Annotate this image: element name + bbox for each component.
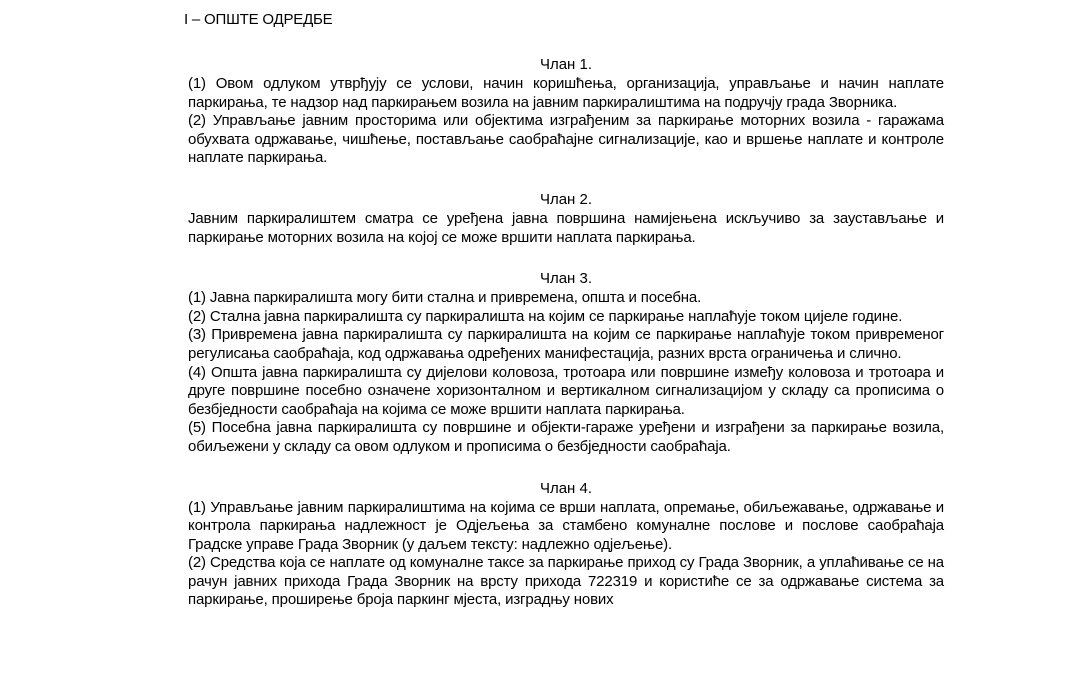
article-4 [188, 479, 944, 611]
paragraph: Јавним паркиралиштем сматра се уређена јавна површина намијењена искључиво за заустављање и паркирање моторних возила на којој се може вршити наплата паркирања. [188, 209, 944, 246]
article-title: Члан 3. [539, 270, 593, 288]
paragraph: (2) Управљање јавним просторима или објектима изграђеним за паркирање моторних возила - гаражама обухвата одржавање, чишћење, постављање саобраћајне сигнализације, као и вршење наплате и контроле наплате паркирања. [188, 112, 944, 167]
paragraph: (2) Средства која се наплате од комуналне таксе за паркирање приход су Града Зворник, а уплаћивање се на рачун јавних прихода Града Зворник на врсту прихода 722319 и користиће се за одржавање система за паркирање, проширење броја паркинг мјеста, изградњу нових [188, 554, 944, 609]
section-heading: I – ОПШТЕ ОДРЕДБЕ [184, 11, 333, 28]
paragraph: (2) Стална јавна паркиралишта су паркиралишта на којим се паркирање наплаћује током цијеле године. [188, 307, 903, 325]
paragraph: (1) Управљање јавним паркиралиштима на којима се врши наплата, опремање, обиљежавање, одржавање и контрола паркирања надлежност је Одјељења за стамбено комуналне послове и послове саобраћаја Градске управе Града Зворник (у даљем тексту: надлежно одјељење). [188, 498, 944, 553]
document-page [184, 0, 944, 610]
article-3 [188, 269, 944, 456]
paragraph: (1) Овом одлуком утврђују се услови, начин коришћења, организација, управљање и начин наплате паркирања, те надзор над паркирањем возила на јавним паркиралиштима на подручју града Зворника. [188, 75, 944, 111]
article-title: Члан 2. [539, 190, 593, 208]
article-1 [188, 55, 944, 168]
paragraph: (5) Посебна јавна паркиралишта су површине и објекти-гараже уређени и изграђени за паркирање возила, обиљежени у складу са овом одлуком и прописима о безбједности саобраћаја. [188, 419, 944, 455]
article-title: Члан 4. [539, 479, 593, 497]
article-2 [188, 190, 944, 247]
article-title: Члан 1. [539, 56, 593, 73]
paragraph: (1) Јавна паркиралишта могу бити стална и привремена, општа и посебна. [188, 289, 702, 307]
paragraph: (4) Општа јавна паркиралишта су дијелови коловоза, тротоара или површине између коловоза и тротоара и друге површине посебно означене хоризонталном и вертикалном сигнализацијом у складу са прописима о безбједности саобраћаја на којима се може вршити наплата паркирања. [188, 363, 944, 418]
paragraph: (3) Привремена јавна паркиралишта су паркиралишта на којим се паркирање наплаћује током привременог регулисања саобраћаја, код одржавања одређених манифестација, разних врста ограничења и слично. [188, 326, 944, 362]
